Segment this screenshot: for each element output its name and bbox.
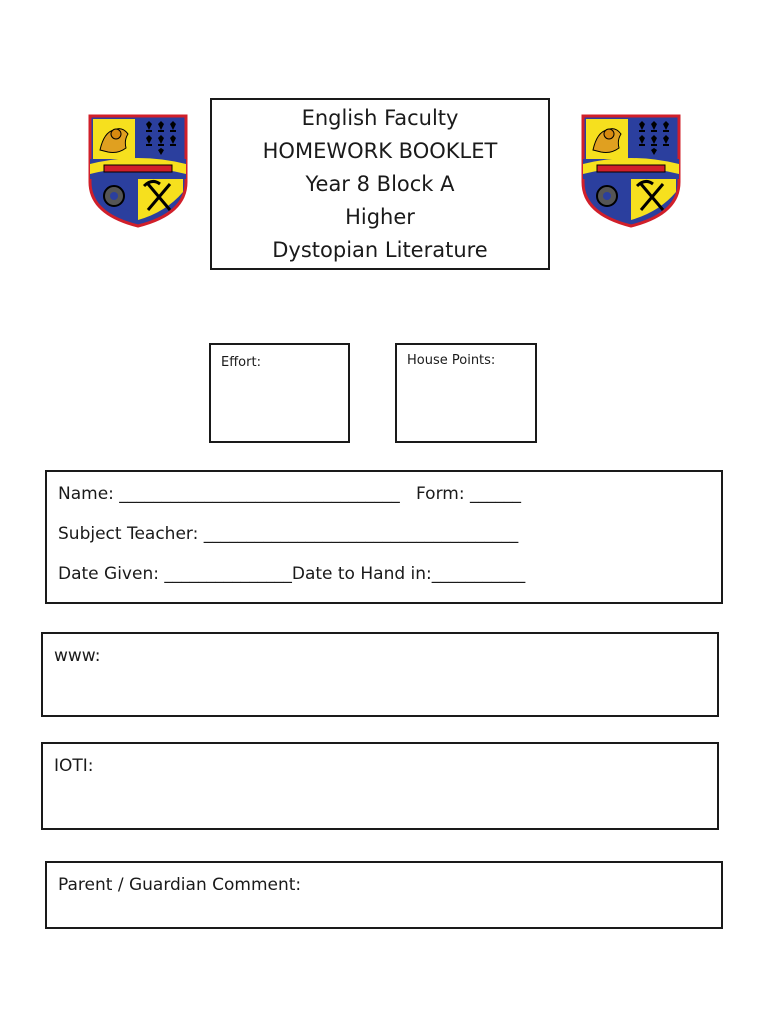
parent-comment-box[interactable] [45, 861, 723, 929]
effort-label: Effort: [221, 355, 261, 370]
topic-title: Dystopian Literature [272, 237, 488, 262]
faculty-title: English Faculty [301, 105, 459, 130]
booklet-title-box [210, 98, 550, 270]
year-block-title: Year 8 Block A [305, 171, 455, 196]
dates-line: Date Given: _______________Date to Hand in:___________ [58, 564, 526, 584]
www-box[interactable] [41, 632, 719, 717]
booklet-title: HOMEWORK BOOKLET [262, 138, 498, 163]
subject-teacher-line: Subject Teacher: _____________________________________ [58, 524, 519, 544]
student-details-box[interactable] [45, 470, 723, 604]
parent-comment-label: Parent / Guardian Comment: [58, 875, 302, 895]
crest-shield [579, 112, 683, 230]
name-form-line: Name: _________________________________ Form: ______ [58, 484, 521, 504]
www-label: www: [54, 646, 101, 666]
ioti-label: IOTI: [54, 756, 94, 776]
crest-shield [86, 112, 190, 230]
school-crest-icon [579, 112, 683, 230]
house-points-label: House Points: [407, 353, 496, 368]
effort-box[interactable] [209, 343, 350, 443]
ioti-box[interactable] [41, 742, 719, 830]
house-points-box[interactable] [395, 343, 537, 443]
level-title: Higher [345, 204, 415, 229]
school-crest-icon [86, 112, 190, 230]
